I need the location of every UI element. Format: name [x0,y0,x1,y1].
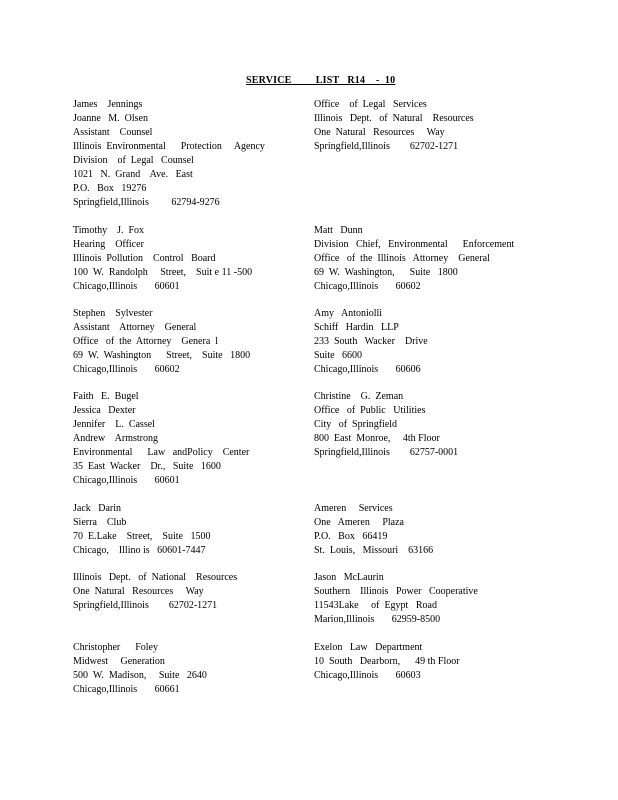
address-line: One Natural Resources Way [73,586,204,597]
service-entry-dunn [314,224,514,294]
address-line: Timothy J. Fox [73,225,145,236]
address-line: Springfield,Illinois 62794-9276 [73,197,220,208]
address-line: Springfield,Illinois 62702-1271 [73,600,218,611]
address-line: One Natural Resources Way [314,127,445,138]
address-line: Christopher Foley [73,642,158,653]
address-line: 1021 N. Grand Ave. East [73,169,193,180]
address-line: Chicago,Illinois 60606 [314,364,421,375]
service-entry-idnr [73,571,237,613]
service-entry-darin [73,502,210,558]
service-entry-exelon [314,641,460,683]
service-entry-bugel [73,390,249,488]
address-line: 70 E.Lake Street, Suite 1500 [73,531,211,542]
address-line: Office of Public Utilities [314,405,426,416]
address-line: Chicago,Illinois 60601 [73,475,180,486]
address-line: Jennifer L. Cassel [73,419,155,430]
address-line: Stephen Sylvester [73,308,153,319]
address-line: 100 W. Randolph Street, Suit e 11 -500 [73,267,253,278]
service-entry-zeman [314,390,458,460]
address-line: Jessica Dexter [73,405,136,416]
address-line: Illinois Dept. of Natural Resources [314,113,474,124]
address-line: 10 South Dearborn, 49 th Floor [314,656,460,667]
service-entry-foley [73,641,207,697]
address-line: Christine G. Zeman [314,391,404,402]
address-line: 69 W. Washington, Suite 1800 [314,267,458,278]
address-line: Division Chief, Environmental Enforcement [314,239,515,250]
address-line: Assistant Counsel [73,127,153,138]
address-line: Illinois Environmental Protection Agency [73,141,265,152]
address-line: Jack Darin [73,503,122,514]
address-line: Chicago,Illinois 60661 [73,684,180,695]
address-line: Chicago,Illinois 60603 [314,670,421,681]
address-line: Southern Illinois Power Cooperative [314,586,478,597]
address-line: St. Louis, Missouri 63166 [314,545,434,556]
address-line: Exelon Law Department [314,642,423,653]
service-entry-fox [73,224,252,294]
address-line: 11543Lake of Egypt Road [314,600,437,611]
service-entry-antoniolli [314,307,428,377]
address-line: Office of Legal Services [314,99,427,110]
address-line: Andrew Armstrong [73,433,158,444]
address-line: 233 South Wacker Drive [314,336,428,347]
address-line: Midwest Generation [73,656,165,667]
address-line: Division of Legal Counsel [73,155,194,166]
address-line: Hearing Officer [73,239,144,250]
address-line: Sierra Club [73,517,127,528]
document-title: SERVICE LIST R14 - 10 [246,75,396,86]
address-line: Assistant Attorney General [73,322,197,333]
address-line: Jason McLaurin [314,572,384,583]
address-line: Ameren Services [314,503,393,514]
address-line: Illinois Pollution Control Board [73,253,216,264]
address-line: City of Springfield [314,419,398,430]
address-line: Schiff Hardin LLP [314,322,399,333]
address-line: Springfield,Illinois 62757-0001 [314,447,459,458]
address-line: 35 East Wacker Dr., Suite 1600 [73,461,221,472]
service-entry-sylvester [73,307,250,377]
address-line: Office of the Attorney Genera l [73,336,219,347]
service-entry-office-legal-services [314,98,474,154]
address-line: One Ameren Plaza [314,517,404,528]
address-line: Suite 6600 [314,350,363,361]
address-line: Matt Dunn [314,225,363,236]
address-line: P.O. Box 66419 [314,531,388,542]
address-line: 500 W. Madison, Suite 2640 [73,670,207,681]
address-line: 800 East Monroe, 4th Floor [314,433,440,444]
address-line: Marion,Illinois 62959-8500 [314,614,441,625]
address-line: Chicago,Illinois 60602 [73,364,180,375]
address-line: Chicago,Illinois 60601 [73,281,180,292]
address-line: Faith E. Bugel [73,391,139,402]
address-line: Joanne M. Olsen [73,113,148,124]
address-line: Springfield,Illinois 62702-1271 [314,141,459,152]
address-line: Amy Antoniolli [314,308,383,319]
address-line: Chicago, Illino is 60601-7447 [73,545,206,556]
address-line: Environmental Law andPolicy Center [73,447,250,458]
address-line: 69 W. Washington Street, Suite 1800 [73,350,251,361]
address-line: James Jennings [73,99,143,110]
address-line: Illinois Dept. of National Resources [73,572,238,583]
service-entry-jennings [73,98,265,210]
address-line: Office of the Illinois Attorney General [314,253,490,264]
address-line: Chicago,Illinois 60602 [314,281,421,292]
address-line: P.O. Box 19276 [73,183,147,194]
service-entry-ameren [314,502,433,558]
service-entry-mclaurin [314,571,478,627]
